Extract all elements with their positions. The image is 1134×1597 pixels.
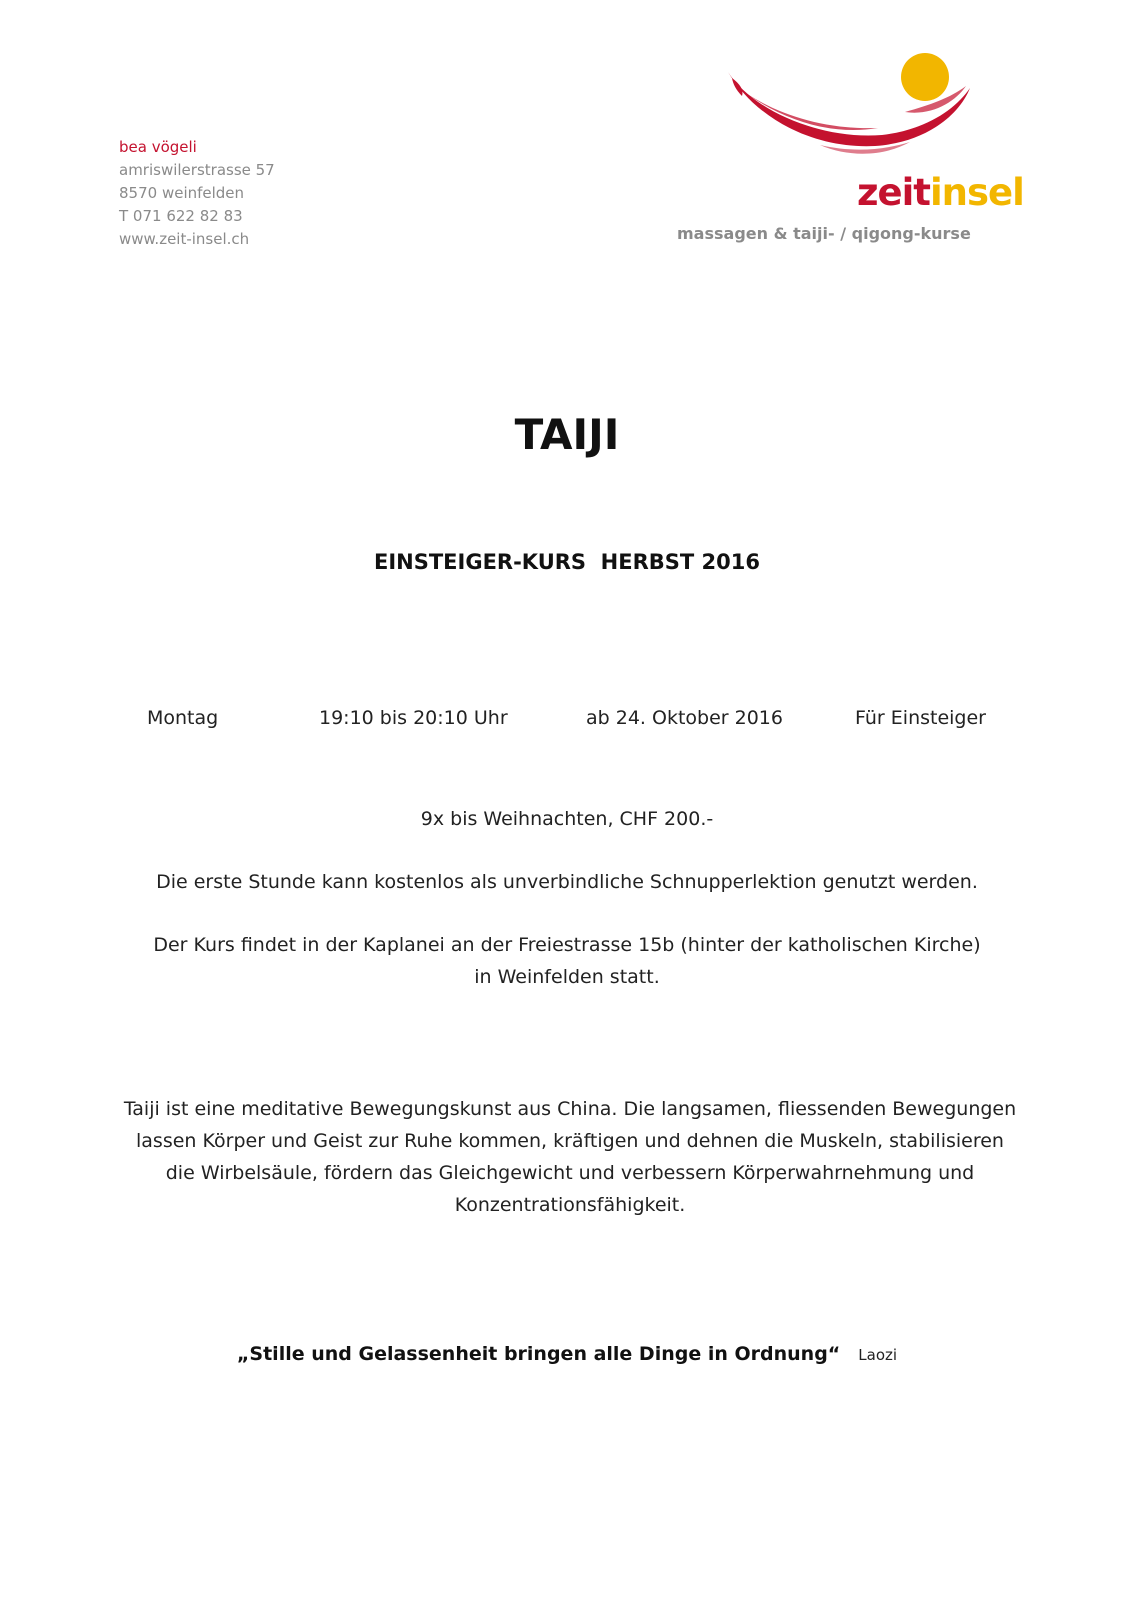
description-line: Konzentrationsfähigkeit. — [454, 1194, 686, 1216]
page-title: TAIJI — [514, 410, 620, 459]
page-subtitle: EINSTEIGER-KURS HERBST 2016 — [374, 550, 760, 574]
quote-text: „Stille und Gelassenheit bringen alle Dinge in Ordnung“ — [236, 1343, 841, 1365]
sender-address — [119, 136, 275, 251]
sender-city: 8570 weinfelden — [119, 184, 245, 202]
description-line: Taiji ist eine meditative Bewegungskunst aus China. Die langsamen, fliessenden Bewegungen — [123, 1098, 1017, 1120]
quote-author: Laozi — [858, 1346, 898, 1364]
logo-brush-sun-icon — [670, 50, 1040, 180]
description-line: die Wirbelsäule, fördern das Gleichgewicht und verbessern Körperwahrnehmung und — [165, 1162, 975, 1184]
zeitinsel-logo — [670, 50, 1040, 250]
location-info-line2: in Weinfelden statt. — [474, 966, 660, 988]
sender-name: bea vögeli — [119, 138, 197, 156]
description-line: lassen Körper und Geist zur Ruhe kommen, kräftigen und dehnen die Muskeln, stabilisieren — [136, 1130, 1004, 1152]
schedule-time: 19:10 bis 20:10 Uhr — [319, 707, 508, 729]
course-description — [120, 1093, 1020, 1221]
schedule-start: ab 24. Oktober 2016 — [586, 707, 783, 729]
schedule-day: Montag — [147, 707, 219, 729]
sender-website: www.zeit-insel.ch — [119, 230, 250, 248]
schedule-level: Für Einsteiger — [855, 707, 986, 729]
logo-word-insel: insel — [930, 171, 1024, 214]
sender-phone: T 071 622 82 83 — [119, 207, 243, 225]
quote-block — [0, 1343, 1134, 1365]
sender-street: amriswilerstrasse 57 — [119, 161, 275, 179]
trial-info: Die erste Stunde kann kostenlos als unverbindliche Schnupperlektion genutzt werden. — [156, 871, 978, 893]
logo-wordmark — [857, 171, 1024, 214]
location-info-line1: Der Kurs findet in der Kaplanei an der Freiestrasse 15b (hinter der katholischen Kirche) — [153, 934, 981, 956]
logo-tagline: massagen & taiji- / qigong-kurse — [677, 224, 971, 243]
price-info: 9x bis Weihnachten, CHF 200.- — [420, 808, 714, 830]
logo-word-zeit: zeit — [857, 171, 930, 214]
